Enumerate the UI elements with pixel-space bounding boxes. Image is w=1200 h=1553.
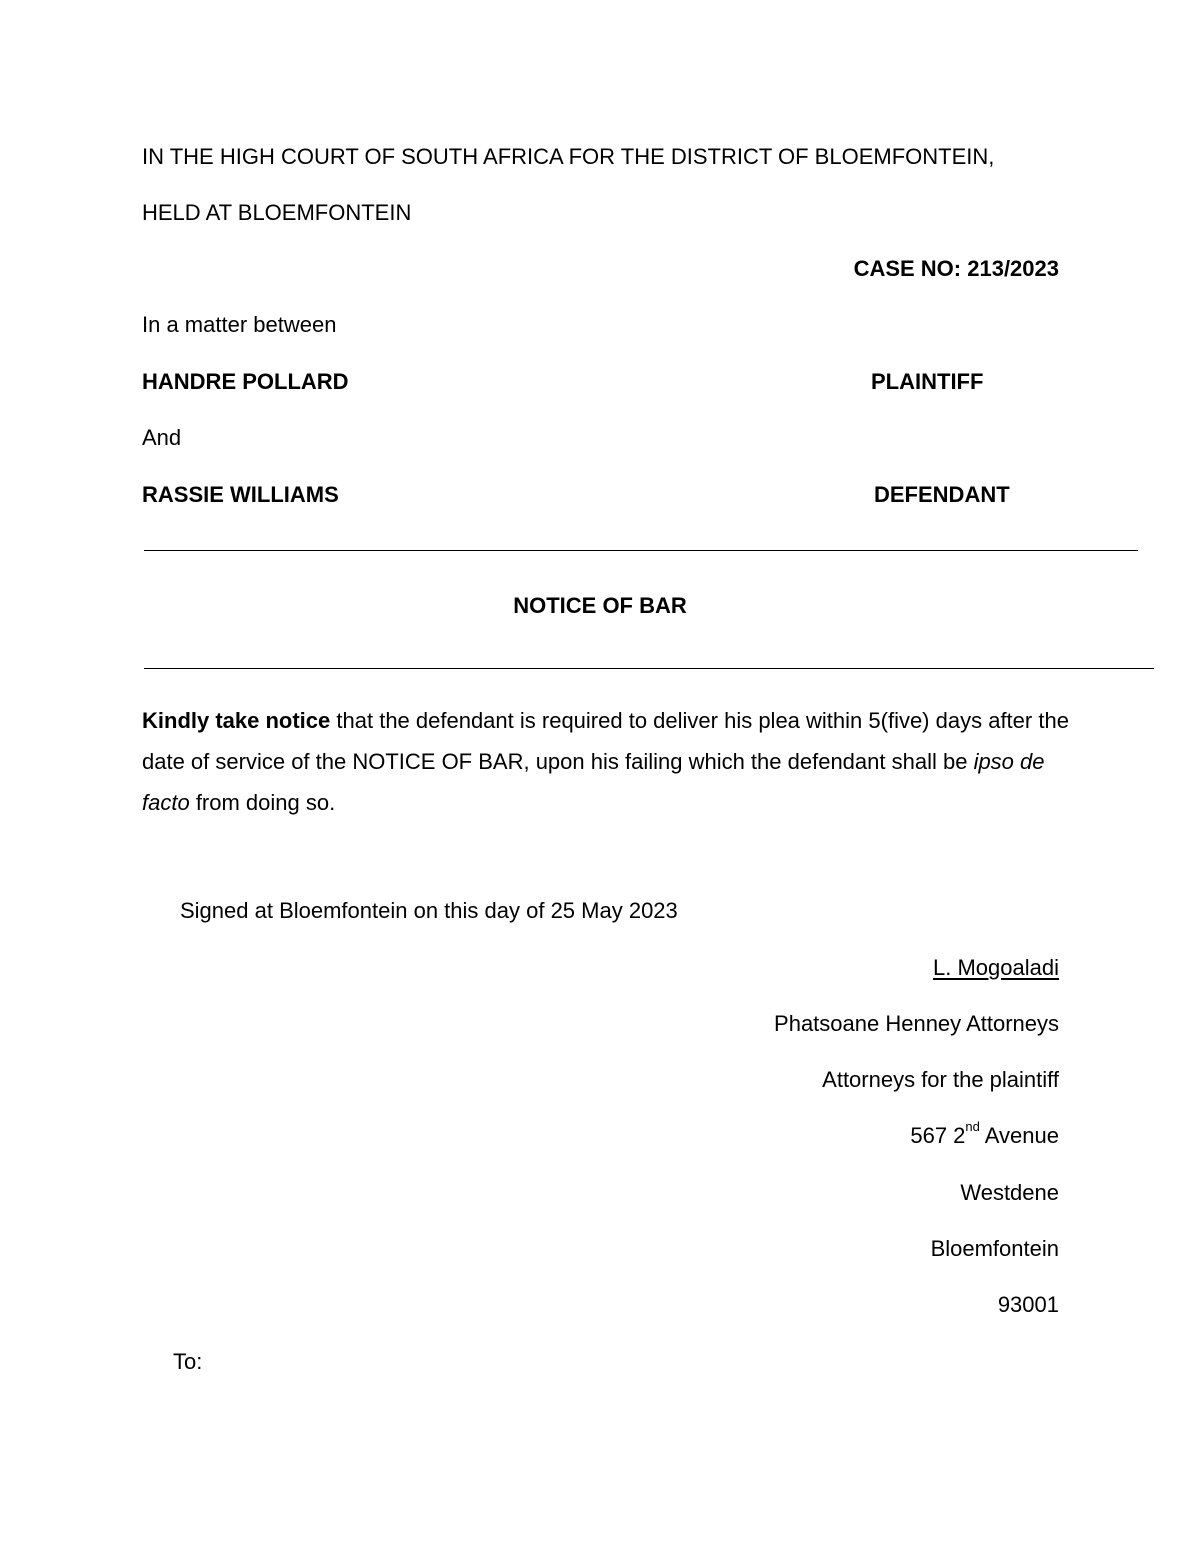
street-ordinal: nd [965,1119,980,1134]
signed-line: Signed at Bloemfontein on this day of 25 May 2023 [180,898,678,923]
parties-intro: In a matter between [142,312,337,337]
court-line-1: IN THE HIGH COURT OF SOUTH AFRICA FOR THE DISTRICT OF BLOEMFONTEIN, [142,144,995,169]
notice-italic: ipso de facto [142,749,1045,815]
court-line-2: HELD AT BLOEMFONTEIN [142,200,412,225]
defendant-role: DEFENDANT [874,482,1010,507]
notice-lead: Kindly take notice [142,708,331,733]
firm-role: Attorneys for the plaintiff [822,1067,1059,1092]
defendant-name: RASSIE WILLIAMS [142,482,339,507]
notice-title: NOTICE OF BAR [513,593,687,618]
notice-text-2: from doing so. [189,790,336,815]
street-address [910,1119,1059,1149]
signatory-name-text: L. Mogoaladi [933,955,1059,980]
firm-name: Phatsoane Henney Attorneys [774,1011,1059,1036]
notice-body [142,700,1072,823]
suburb: Westdene [960,1180,1059,1205]
notice-text-1: that the defendant is required to deliver his plea within 5(five) days after the date of service of the NOTICE OF BAR, upon his failing which the defendant shall be [142,708,1069,774]
postal-code: 93001 [997,1292,1059,1317]
signatory-name [933,955,1059,981]
street-number: 567 2 [910,1123,966,1148]
street-name: Avenue [979,1123,1059,1148]
to-label: To: [173,1349,203,1374]
city: Bloemfontein [930,1236,1059,1261]
parties-conjunction: And [142,425,182,450]
divider-bottom [144,668,1154,669]
case-number: CASE NO: 213/2023 [853,256,1059,281]
divider-top [144,550,1138,551]
plaintiff-role: PLAINTIFF [871,369,984,394]
plaintiff-name: HANDRE POLLARD [142,369,349,394]
